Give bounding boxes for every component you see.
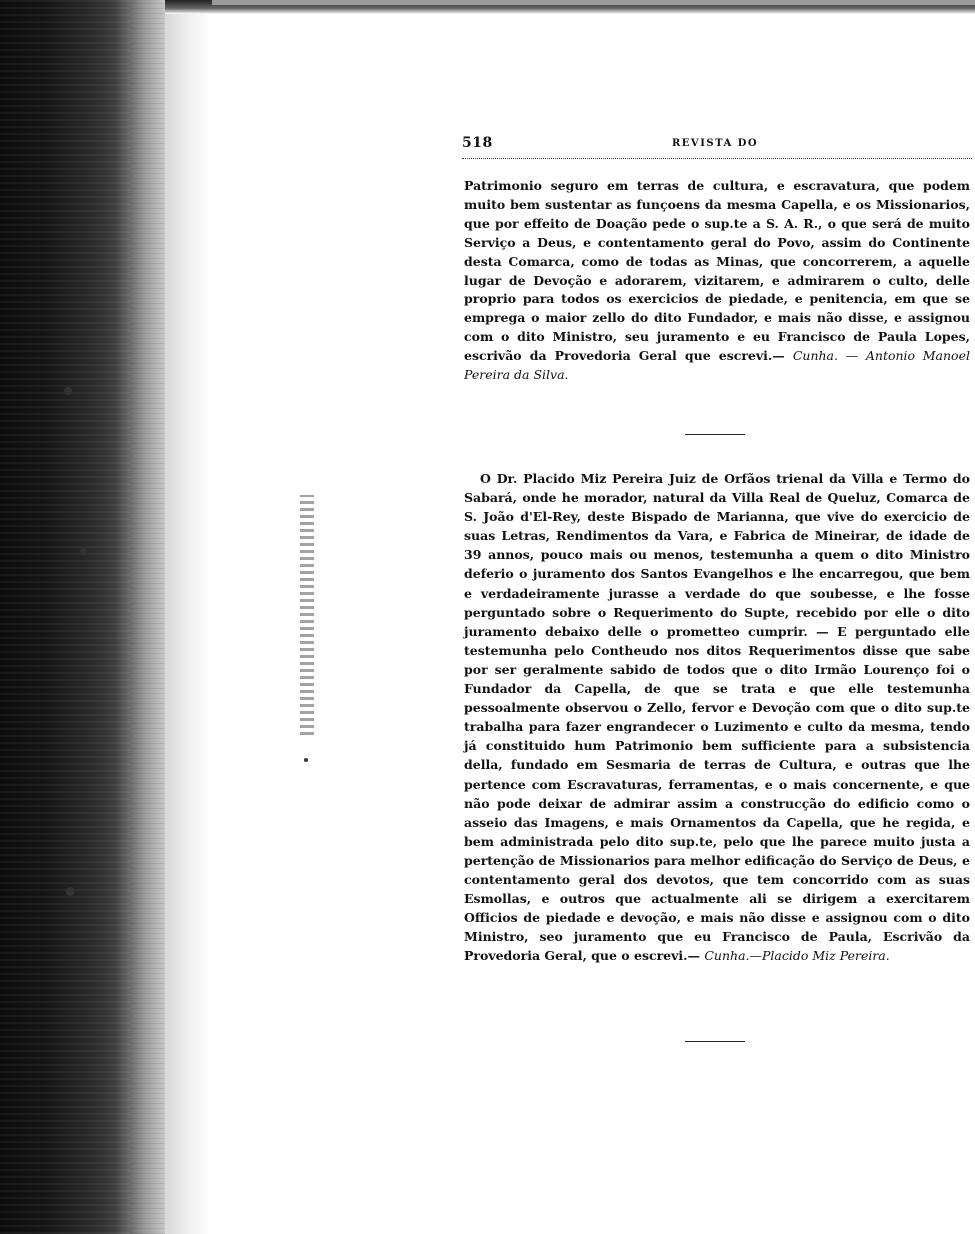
running-head: REVISTA DO <box>672 138 759 149</box>
paragraph-testimony-2 <box>464 469 970 965</box>
paragraph-text: Patrimonio seguro em terras de cultura, e escravatura, que podem muito bem sustentar as funçoens da mesma Capella, e os Missionarios, que por effeito de Doação pede o sup.te a S. A. R., o que será de muito Serviço a Deus, e contentamento geral do Povo, assim do Continente desta Comarca, como de todas as Minas, que concorrerem, a aquelle lugar de Devoção e adorarem, vizitarem, e admirarem o culto, delle proprio para todos os exercicios de piedade, e penitencia, em que se emprega o maior zello do dito Fundador, e mais não disse, e assignou com o dito Ministro, seu juramento e eu Francisco de Paula Lopes, escrivão da Provedoria Geral que escrevi.— <box>464 178 970 364</box>
page-number: 518 <box>462 135 493 151</box>
scan-speck <box>66 887 75 896</box>
paragraph-testimony-1 <box>464 177 970 385</box>
page-header <box>462 135 972 155</box>
top-scan-edge <box>212 0 975 5</box>
scan-speck <box>80 548 87 555</box>
signature-line: Cunha.—Placido Miz Pereira. <box>704 948 890 964</box>
scan-speck <box>304 758 308 762</box>
signature-line: Cunha. — Antonio Manoel Pereira da Silva. <box>464 348 970 383</box>
scan-speck <box>64 387 72 395</box>
bleed-through-marks <box>300 495 314 735</box>
page-gutter <box>165 0 210 1234</box>
book-binding-edge <box>0 0 130 1234</box>
section-divider <box>685 1041 745 1042</box>
header-rule <box>462 158 972 159</box>
paragraph-text: O Dr. Placido Miz Pereira Juiz de Orfãos trienal da Villa e Termo do Sabará, onde he morador, natural da Villa Real de Queluz, Comarca de S. João d'El-Rey, deste Bispado de Marianna, que vive do exercicio de suas Letras, Rendimentos da Vara, e Fabrica de Mineirar, de idade de 39 annos, pouco mais ou menos, testemunha a quem o dito Ministro deferio o juramento dos Santos Evangelhos e lhe encarregou, que bem e verdadeiramente jurasse a verdade do que soubesse, e lhe fosse perguntado sobre o Requerimento do Supte, recebido por elle o dito juramento debaixo delle o prometteo cumprir. — E perguntado elle testemunha pelo Contheudo nos ditos Requerimentos disse que sabe por ser geralmente sabido de todos que o dito Irmão Lourenço foi o Fundador da Capella, de que se trata e que elle testemunha pessoalmente observou o Zello, fervor e Devoção com que o dito sup.te trabalha para fazer engrandecer o Luzimento e culto da mesma, tendo já constituido hum Patrimonio bem sufficiente para a subsistencia della, fundado em Sesmaria de terras de Cultura, e outras que lhe pertence com Escravaturas, ferramentas, e o mais concernente, e que não pode deixar de admirar assim a construcção do edificio como o asseio das Imagens, e mais Ornamentos da Capella, que he regida, e bem administrada pelo dito sup.te, pelo que lhe parece muito justa a pertenção de Missionarios para melhor edificação do Serviço de Deus, e contentamento geral dos devotos, que tem concorrido com as suas Esmollas, e outros que actualmente ali se dirigem a exercitarem Officios de piedade e devoção, e mais não disse e assignou com o dito Ministro, seo juramento que eu Francisco de Paula, Escrivão da Provedoria Geral, que o escrevi.— <box>464 471 970 964</box>
page-fold-shadow <box>130 0 165 1234</box>
section-divider <box>685 434 745 435</box>
